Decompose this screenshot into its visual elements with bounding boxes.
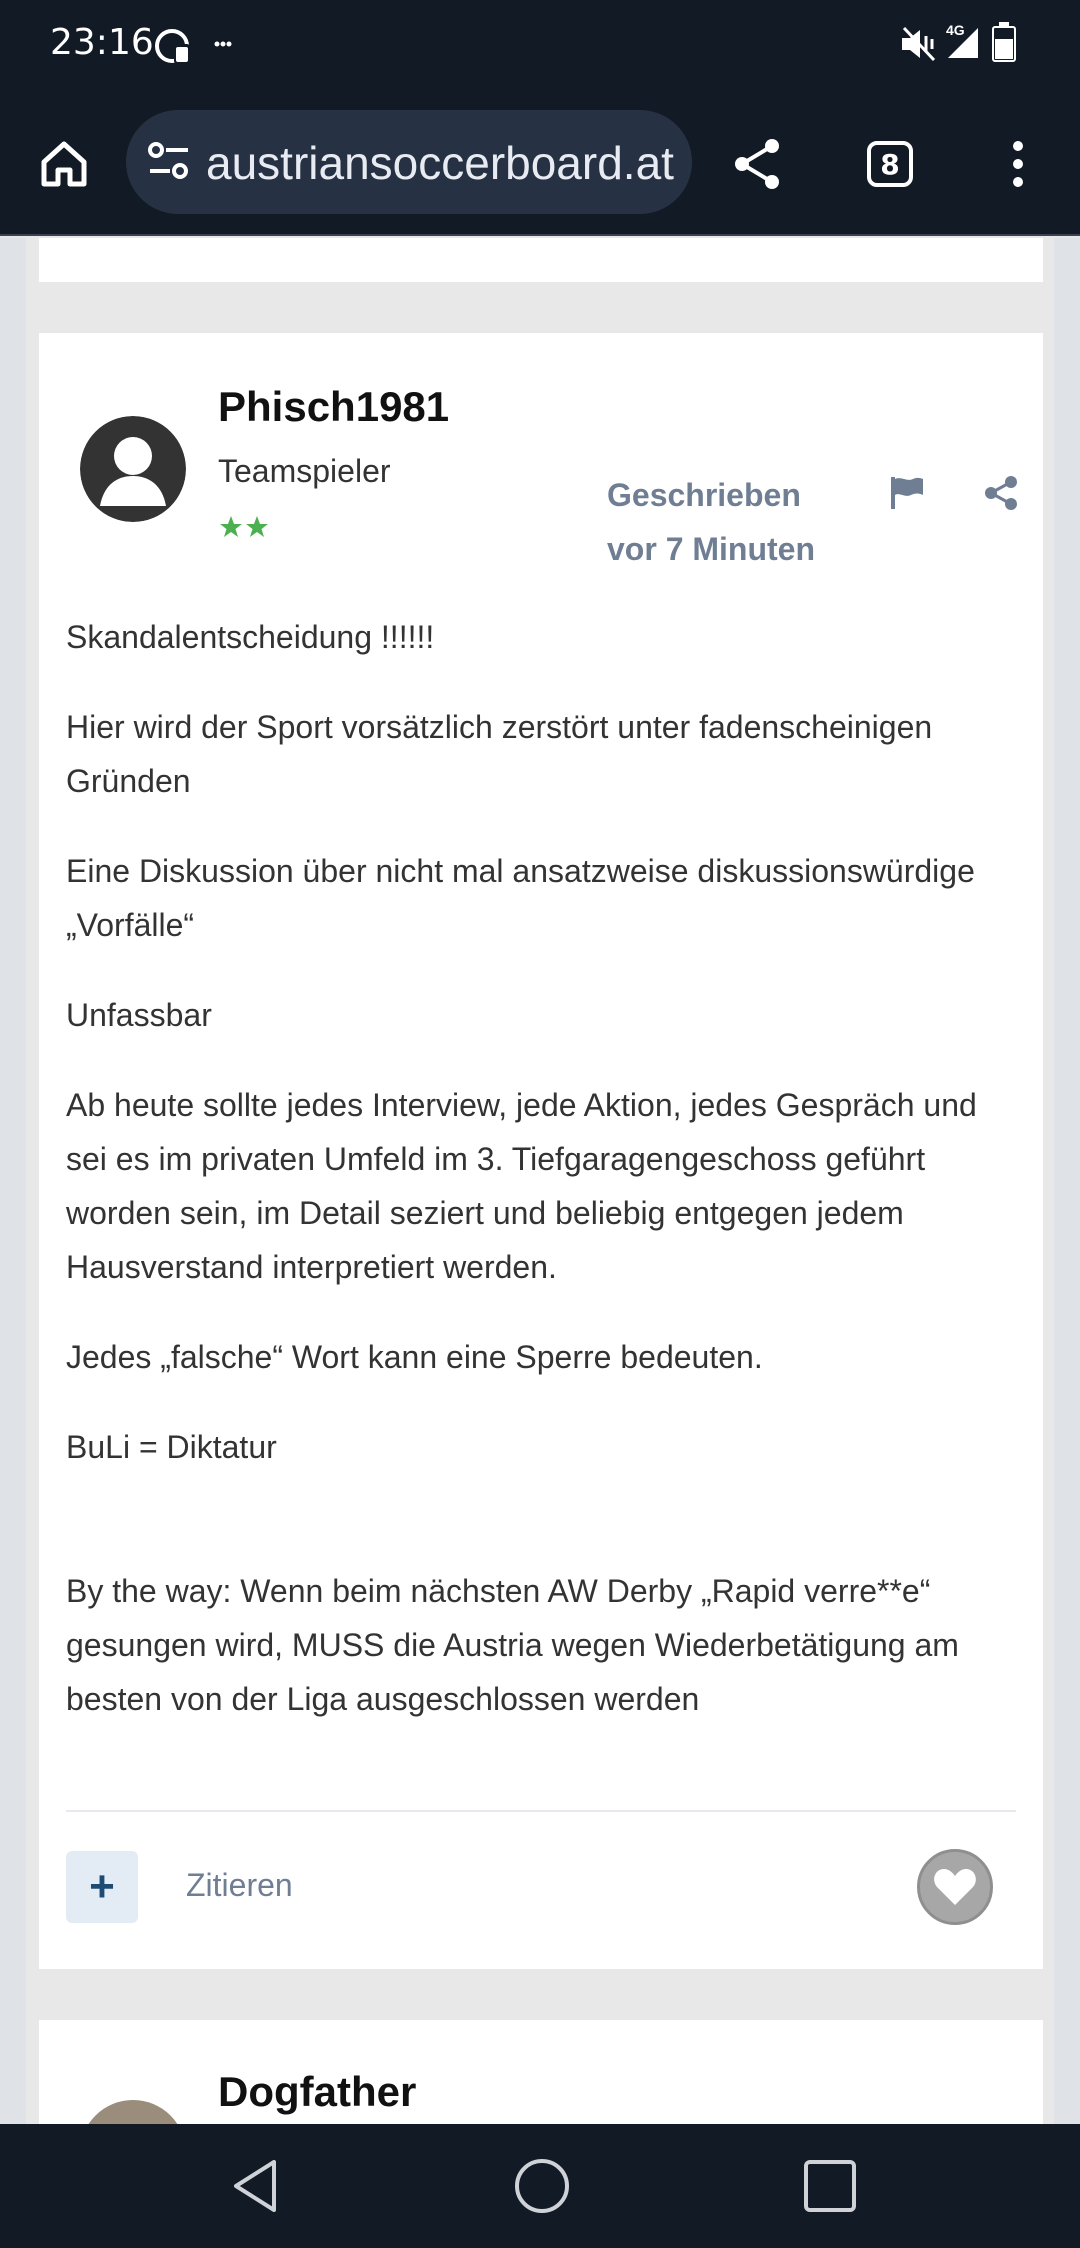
heart-icon (933, 1867, 977, 1907)
post-paragraph: Ab heute sollte jedes Interview, jede Aktion, jedes Gespräch und sei es im privaten Umfeld im 3. Tiefgaragengeschoss geführt worden sein, im Detail seziert und beliebig entgegen jedem Hausverstand interpretiert werden. (66, 1087, 977, 1285)
forum-page (0, 238, 1080, 2124)
like-button[interactable] (917, 1849, 993, 1925)
post-paragraph: Hier wird der Sport vorsätzlich zerstört unter fadenscheinigen Gründen (66, 709, 933, 799)
network-type: 4G (946, 22, 965, 38)
post-paragraph: Skandalentscheidung !!!!!! (66, 619, 435, 655)
post-paragraph: BuLi = Diktatur (66, 1429, 277, 1465)
browser-toolbar (0, 90, 1080, 236)
url-text[interactable]: austriansoccerboard.at (206, 137, 674, 189)
post-body (66, 610, 1016, 1762)
page-gutter (1054, 238, 1080, 2124)
tab-switcher-button[interactable] (854, 128, 926, 200)
data-saver-icon (152, 26, 192, 66)
author-rank: Teamspieler (218, 453, 391, 489)
post-divider (66, 1810, 1016, 1812)
recents-icon[interactable] (798, 2154, 862, 2218)
post-date-relative: vor 7 Minuten (607, 531, 816, 567)
vibrate-mute-icon (898, 24, 938, 64)
battery-icon (992, 22, 1016, 62)
post-paragraph: Eine Diskussion über nicht mal ansatzweise diskussionswürdige „Vorfälle“ (66, 853, 975, 943)
paragraph-spacer (66, 1510, 1016, 1564)
more-vert-icon (1008, 140, 1028, 188)
previous-post-card (39, 238, 1043, 282)
system-nav-bar (0, 2124, 1080, 2248)
post-paragraph: Jedes „falsche“ Wort kann eine Sperre bedeuten. (66, 1339, 763, 1375)
rank-stars-icon (218, 513, 274, 541)
quote-button[interactable]: Zitieren (186, 1867, 293, 1903)
share-icon[interactable] (983, 475, 1019, 511)
status-time: 23:16 (50, 22, 154, 63)
multiquote-button[interactable] (66, 1851, 138, 1923)
more-notifications-icon (214, 40, 232, 48)
author-name[interactable]: Phisch1981 (218, 383, 450, 430)
next-post-card (39, 2020, 1043, 2124)
overflow-menu-button[interactable] (982, 128, 1054, 200)
avatar[interactable] (80, 2100, 186, 2124)
avatar[interactable] (80, 416, 186, 522)
home-icon (36, 136, 92, 192)
tune-icon[interactable] (146, 138, 192, 184)
tab-count: 8 (867, 141, 913, 187)
address-bar[interactable] (126, 110, 692, 214)
plus-icon: + (89, 1862, 115, 1911)
flag-icon[interactable] (889, 475, 925, 511)
home-circle-icon[interactable] (510, 2154, 574, 2218)
share-icon (730, 136, 786, 192)
post-card (39, 333, 1043, 1969)
share-page-button[interactable] (722, 128, 794, 200)
signal-icon (946, 24, 980, 60)
page-gutter (0, 238, 26, 2124)
back-icon[interactable] (226, 2154, 290, 2218)
post-paragraph: By the way: Wenn beim nächsten AW Derby „Rapid verre**e“ gesungen wird, MUSS die Austria wegen Wiederbetätigung am besten von der Liga ausgeschlossen werden (66, 1573, 959, 1717)
default-avatar-icon (80, 416, 186, 522)
author-name[interactable]: Dogfather (218, 2068, 417, 2115)
status-bar (0, 0, 1080, 90)
home-button[interactable] (28, 128, 100, 200)
post-date-label: Geschrieben (607, 477, 801, 513)
post-date[interactable] (607, 468, 847, 576)
post-paragraph: Unfassbar (66, 997, 212, 1033)
